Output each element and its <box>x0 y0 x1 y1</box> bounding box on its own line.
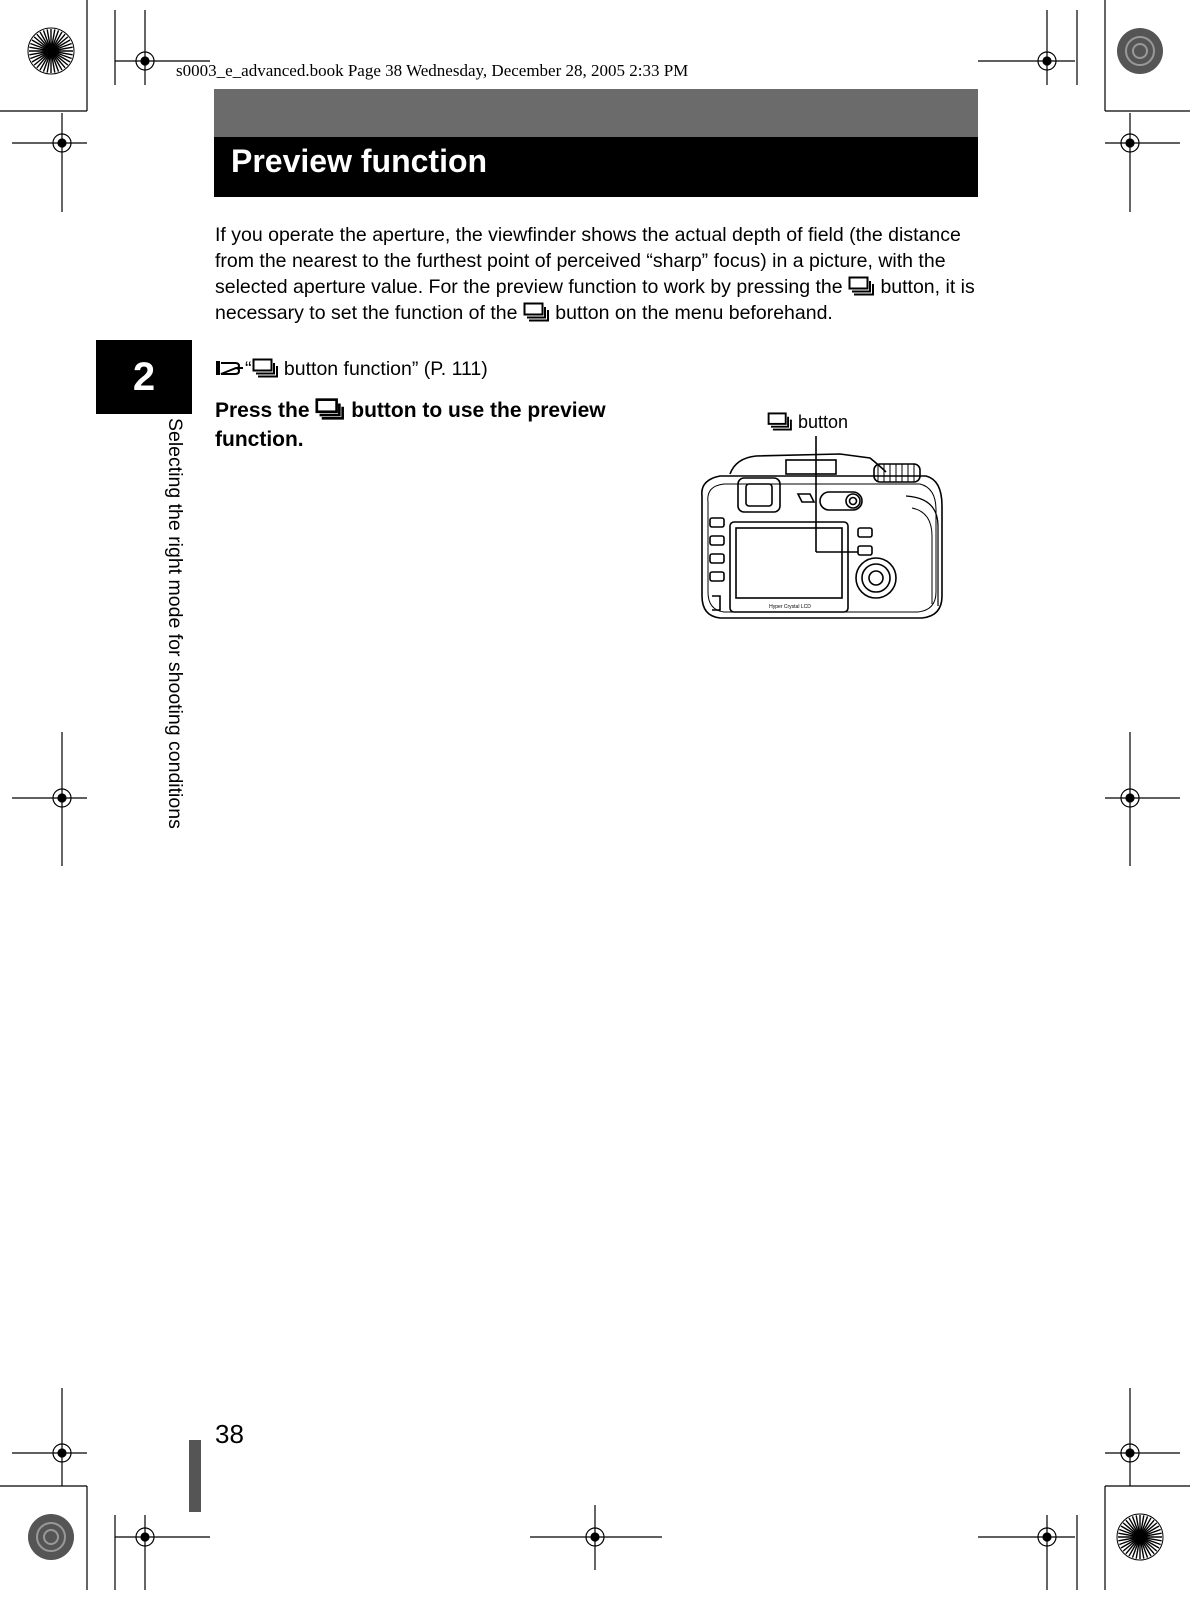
sequential-shooting-icon <box>315 398 345 420</box>
figure-callout: button <box>767 412 848 433</box>
page-number-bar <box>189 1440 201 1512</box>
chapter-side-title: Selecting the right mode for shooting conditions <box>164 418 186 829</box>
title-band-grey <box>214 89 978 137</box>
body-text <box>215 222 985 326</box>
sequential-shooting-icon <box>523 302 550 322</box>
lcd-label: Hyper Crystal LCD <box>769 604 811 610</box>
sequential-shooting-icon <box>848 276 875 296</box>
paragraph: If you operate the aperture, the viewfinder shows the actual depth of field (the distance from the nearest to the furthest point of perceived “sharp” focus) in a picture, with the selected aperture value. For the preview function to work by pressing the button, it is necessary to set the function of the button on the menu beforehand. <box>215 224 975 324</box>
registration-target-icon <box>1115 26 1165 76</box>
print-slug: s0003_e_advanced.book Page 38 Wednesday, December 28, 2005 2:33 PM <box>176 61 689 80</box>
sequential-shooting-icon <box>767 412 793 431</box>
sequential-shooting-icon <box>252 358 279 378</box>
camera-back-illustration <box>690 436 952 626</box>
registration-target-icon <box>26 1512 76 1562</box>
registration-target-icon <box>26 26 76 76</box>
chapter-number: 2 <box>132 355 156 399</box>
registration-target-icon <box>1115 1512 1165 1562</box>
cross-reference[interactable]: “ button function” (P. 111) <box>215 356 488 382</box>
page-number: 38 <box>215 1419 244 1449</box>
pointing-hand-reference-icon <box>215 358 245 378</box>
step-instruction: Press the button to use the preview function. <box>215 399 606 451</box>
page-title: Preview function <box>231 143 488 179</box>
